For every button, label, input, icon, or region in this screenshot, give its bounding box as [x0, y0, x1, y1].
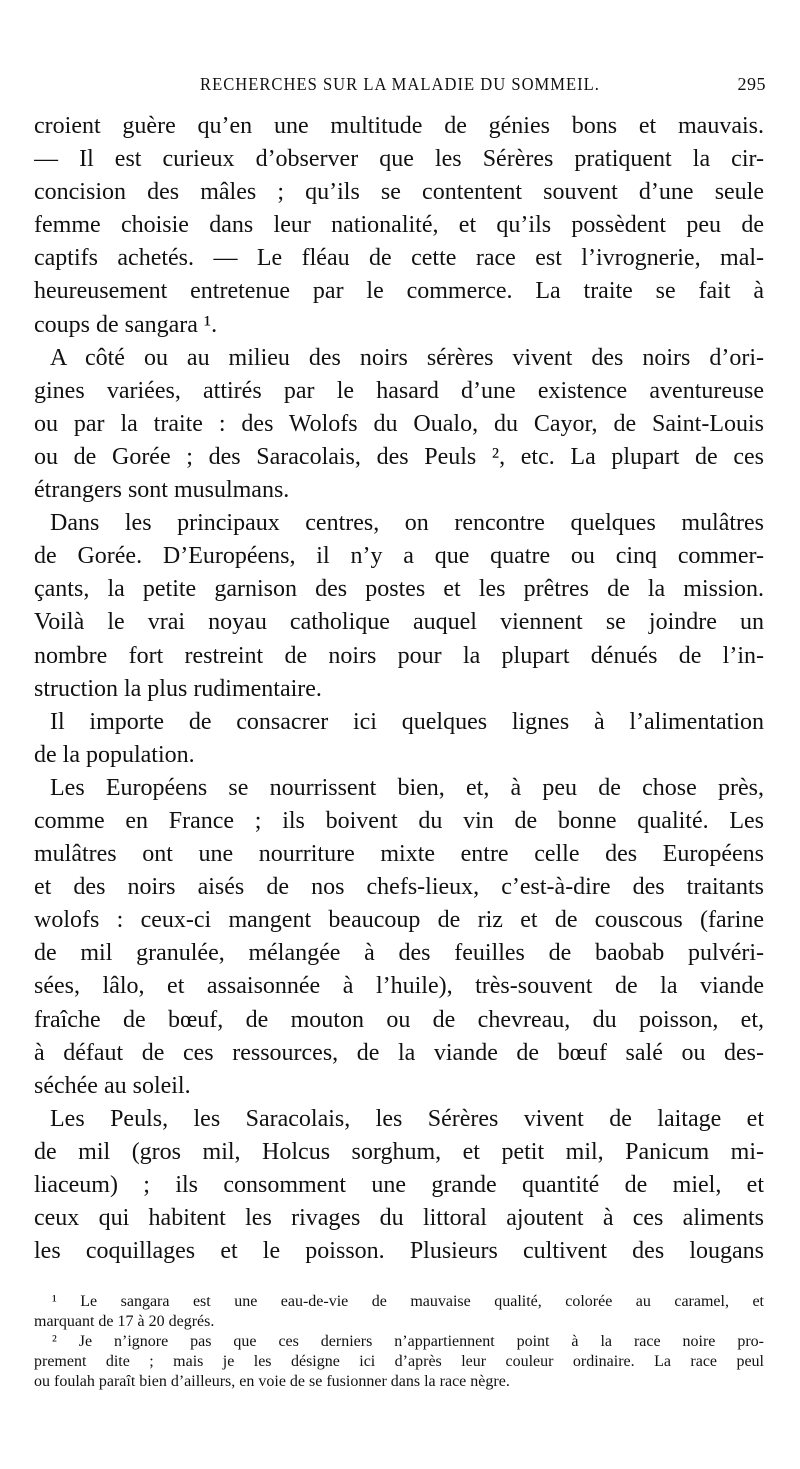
- text-line: de mil (gros mil, Holcus sorghum, et petit mil, Panicum mi-: [34, 1138, 764, 1165]
- text-line: de la population.: [34, 741, 195, 768]
- text-line: ou de Gorée ; des Saracolais, des Peuls ², etc. La plupart de ces: [34, 443, 764, 470]
- text-line: ou par la traite : des Wolofs du Oualo, du Cayor, de Saint-Louis: [34, 410, 764, 437]
- footnote-line: ¹ Le sangara est une eau-de-vie de mauvaise qualité, colorée au caramel, et: [52, 1293, 764, 1310]
- text-line: de mil granulée, mélangée à des feuilles de baobab pulvéri-: [34, 940, 764, 967]
- text-line: mulâtres ont une nourriture mixte entre celle des Européens: [34, 841, 764, 868]
- text-line: struction la plus rudimentaire.: [34, 675, 322, 702]
- text-line: nombre fort restreint de noirs pour la plupart dénués de l’in-: [34, 642, 764, 669]
- running-header: [34, 74, 766, 100]
- text-line: gines variées, attirés par le hasard d’une existence aventureuse: [34, 377, 764, 404]
- footnote-line: prement dite ; mais je les désigne ici d’après leur couleur ordinaire. La race peul: [34, 1353, 764, 1370]
- text-line: — Il est curieux d’observer que les Sérères pratiquent la cir-: [34, 146, 764, 173]
- text-line: séchée au soleil.: [34, 1072, 191, 1099]
- text-line: Les Peuls, les Saracolais, les Sérères vivent de laitage et: [50, 1105, 764, 1132]
- text-line: captifs achetés. — Le fléau de cette race est l’ivrognerie, mal-: [34, 245, 764, 272]
- text-line: croient guère qu’en une multitude de génies bons et mauvais.: [34, 113, 764, 139]
- text-line: coups de sangara ¹.: [34, 311, 218, 338]
- footnotes: [34, 1292, 764, 1392]
- footnote-line: marquant de 17 à 20 degrés.: [34, 1313, 215, 1330]
- text-line: liaceum) ; ils consomment une grande quantité de miel, et: [34, 1172, 764, 1198]
- text-line: Les Européens se nourrissent bien, et, à peu de chose près,: [50, 774, 764, 801]
- footnote-line: ou foulah paraît bien d’ailleurs, en voie de se fusionner dans la race nègre.: [34, 1373, 510, 1390]
- text-line: heureusement entretenue par le commerce. La traite se fait à: [34, 278, 764, 305]
- text-line: sées, lâlo, et assaisonnée à l’huile), très-souvent de la viande: [34, 973, 764, 1000]
- text-line: comme en France ; ils boivent du vin de bonne qualité. Les: [34, 807, 764, 834]
- main-text: [34, 110, 764, 1268]
- text-line: et des noirs aisés de nos chefs-lieux, c’est-à-dire des traitants: [34, 874, 764, 901]
- text-line: çants, la petite garnison des postes et les prêtres de la mission.: [34, 576, 764, 603]
- text-line: concision des mâles ; qu’ils se contentent souvent d’une seule: [34, 179, 764, 206]
- text-line: Dans les principaux centres, on rencontre quelques mulâtres: [50, 510, 764, 537]
- text-line: femme choisie dans leur nationalité, et qu’ils possèdent peu de: [34, 212, 764, 239]
- text-line: ceux qui habitent les rivages du littoral ajoutent à ces aliments: [34, 1205, 764, 1232]
- page-number: 295: [737, 74, 766, 94]
- text-line: à défaut de ces ressources, de la viande de bœuf salé ou des-: [34, 1039, 764, 1066]
- text-line: A côté ou au milieu des noirs sérères vivent des noirs d’ori-: [50, 344, 764, 371]
- text-line: étrangers sont musulmans.: [34, 477, 290, 504]
- text-line: de Gorée. D’Européens, il n’y a que quatre ou cinq commer-: [34, 543, 764, 570]
- text-line: Voilà le vrai noyau catholique auquel viennent se joindre un: [34, 609, 764, 636]
- footnote-line: ² Je n’ignore pas que ces derniers n’appartiennent point à la race noire pro-: [52, 1333, 764, 1350]
- text-line: Il importe de consacrer ici quelques lignes à l’alimentation: [50, 708, 764, 735]
- text-line: les coquillages et le poisson. Plusieurs cultivent des lougans: [34, 1238, 764, 1265]
- text-line: fraîche de bœuf, de mouton ou de chevreau, du poisson, et,: [34, 1006, 764, 1033]
- running-title: RECHERCHES SUR LA MALADIE DU SOMMEIL.: [200, 74, 600, 94]
- text-line: wolofs : ceux-ci mangent beaucoup de riz et de couscous (farine: [34, 907, 764, 934]
